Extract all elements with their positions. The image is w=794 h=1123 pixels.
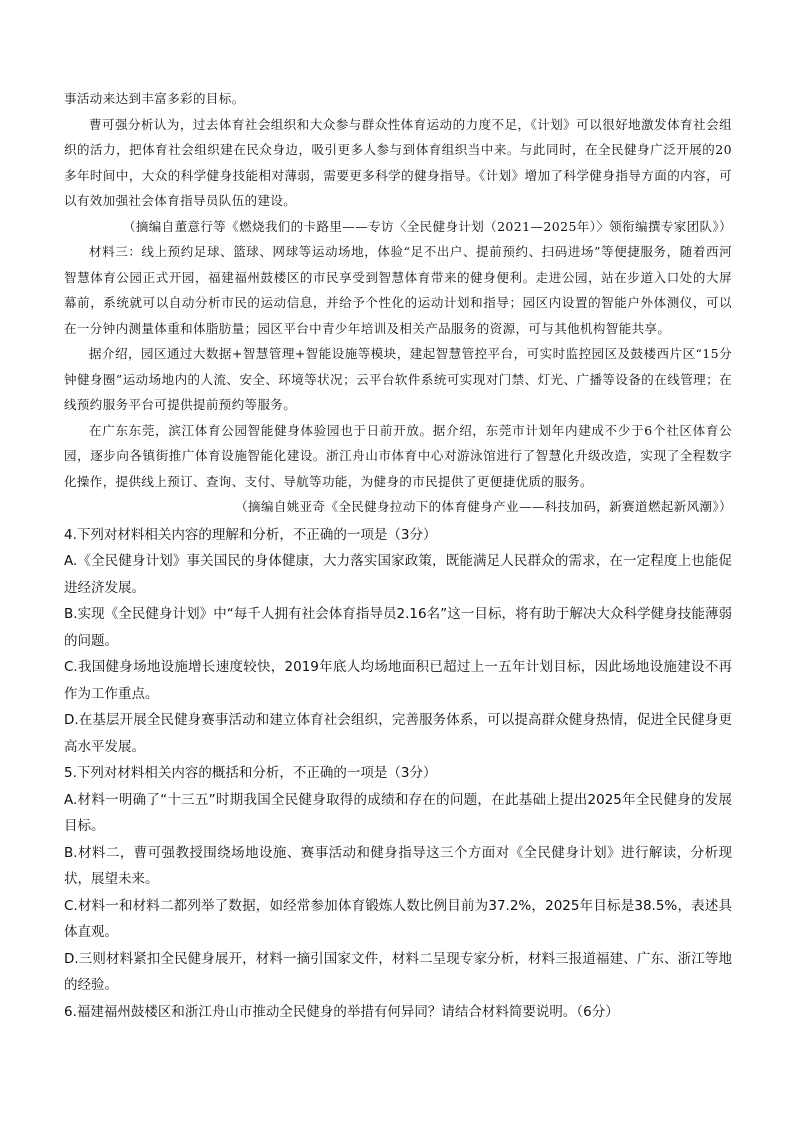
question-stem: 4.下列对材料相关内容的理解和分析，不正确的一项是（3分） xyxy=(64,526,437,543)
option-c: C.材料一和材料二都列举了数据，如经常参加体育锻炼人数比例目前为37.2%，2025年目标是38.5%，表述具体直观。 xyxy=(64,897,732,940)
option-a: A.《全民健身计划》事关国民的身体健康，大力落实国家政策，既能满足人民群众的需求，在一定程度上也能促进经济发展。 xyxy=(64,553,732,596)
questions xyxy=(64,522,732,1026)
material-paragraph: 在广东东莞，滨江体育公园智能健身体验园也于日前开放。据介绍，东莞市计划年内建成不少于6个社区体育公园，逐步向各镇街推广体育设施智能化建设。浙江舟山市体育中心对游泳馆进行了智慧化升级改造，实现了全程数字化操作，提供线上预订、查询、支付、导航等功能，为健身的市民提供了更便捷优质的服务。 xyxy=(64,422,732,489)
option-b: B.材料二，曹可强教授围绕场地设施、赛事活动和健身指导这三个方面对《全民健身计划》进行解读，分析现状，展望未来。 xyxy=(64,844,732,887)
option-d: D.在基层开展全民健身赛事活动和建立体育社会组织，完善服务体系，可以提高群众健身热情，促进全民健身更高水平发展。 xyxy=(64,712,732,755)
material-paragraph: 事活动来达到丰富多彩的目标。 xyxy=(64,91,245,106)
material-paragraph: 材料三：线上预约足球、篮球、网球等运动场地，体验“足不出户、提前预约、扫码进场”等便捷服务，随着西河智慧体育公园正式开园，福建福州鼓楼区的市民享受到智慧体育带来的健身便利。走进公园，站在步道入口处的大屏幕前，系统就可以自动分析市民的运动信息，并给予个性化的运动计划和指导；园区内设置的智能户外体测仪，可以在一分钟内测量体重和体脂肪量；园区平台中青少年培训及相关产品服务的资源，可与其他机构智能共享。 xyxy=(64,244,732,336)
option-b: B.实现《全民健身计划》中“每千人拥有社会体育指导员2.16名”这一目标，将有助于解决大众科学健身技能薄弱的问题。 xyxy=(64,606,732,649)
question-stem: 6.福建福州鼓楼区和浙江舟山市推动全民健身的举措有何异同？请结合材料简要说明。（6分） xyxy=(64,1003,619,1020)
exam-page xyxy=(64,86,732,1025)
option-c: C.我国健身场地设施增长速度较快，2019年底人均场地面积已超过上一五年计划目标，因此场地设施建设不再作为工作重点。 xyxy=(64,659,732,702)
question-stem: 5.下列对材料相关内容的概括和分析，不正确的一项是（3分） xyxy=(64,765,437,781)
material-paragraph: 据介绍，园区通过大数据+智慧管理+智能设施等模块，建起智慧管控平台，可实时监控园区及鼓楼西片区“15分钟健身圈”运动场地内的人流、安全、环境等状况；云平台软件系统可实现对门禁、灯光、广播等设备的在线管理；在线预约服务平台可提供提前预约等服务。 xyxy=(64,346,732,412)
reading-material xyxy=(64,86,732,520)
material-citation: （摘编自姚亚奇《全民健身拉动下的体育健身产业——科技加码，新赛道燃起新风潮》） xyxy=(235,499,732,514)
material-citation: （摘编自董意行等《燃烧我们的卡路里——专访〈全民健身计划（2021—2025年）〉领衔编撰专家团队》） xyxy=(122,218,732,234)
option-a: A.材料一明确了“十三五”时期我国全民健身取得的成绩和存在的问题，在此基础上提出2025年全民健身的发展目标。 xyxy=(64,791,732,834)
material-paragraph: 曹可强分析认为，过去体育社会组织和大众参与群众性体育运动的力度不足，《计划》可以很好地激发体育社会组织的活力，把体育社会组织建在民众身边，吸引更多人参与到体育组织当中来。与此同时，在全民健身广泛开展的20多年时间中，大众的科学健身技能相对薄弱，需要更多科学的健身指导。《计划》增加了科学健身指导方面的内容，可以有效加强社会体育指导员队伍的建设。 xyxy=(64,116,732,208)
option-d: D.三则材料紧扣全民健身展开，材料一摘引国家文件，材料二呈现专家分析，材料三报道福建、广东、浙江等地的经验。 xyxy=(64,950,732,993)
